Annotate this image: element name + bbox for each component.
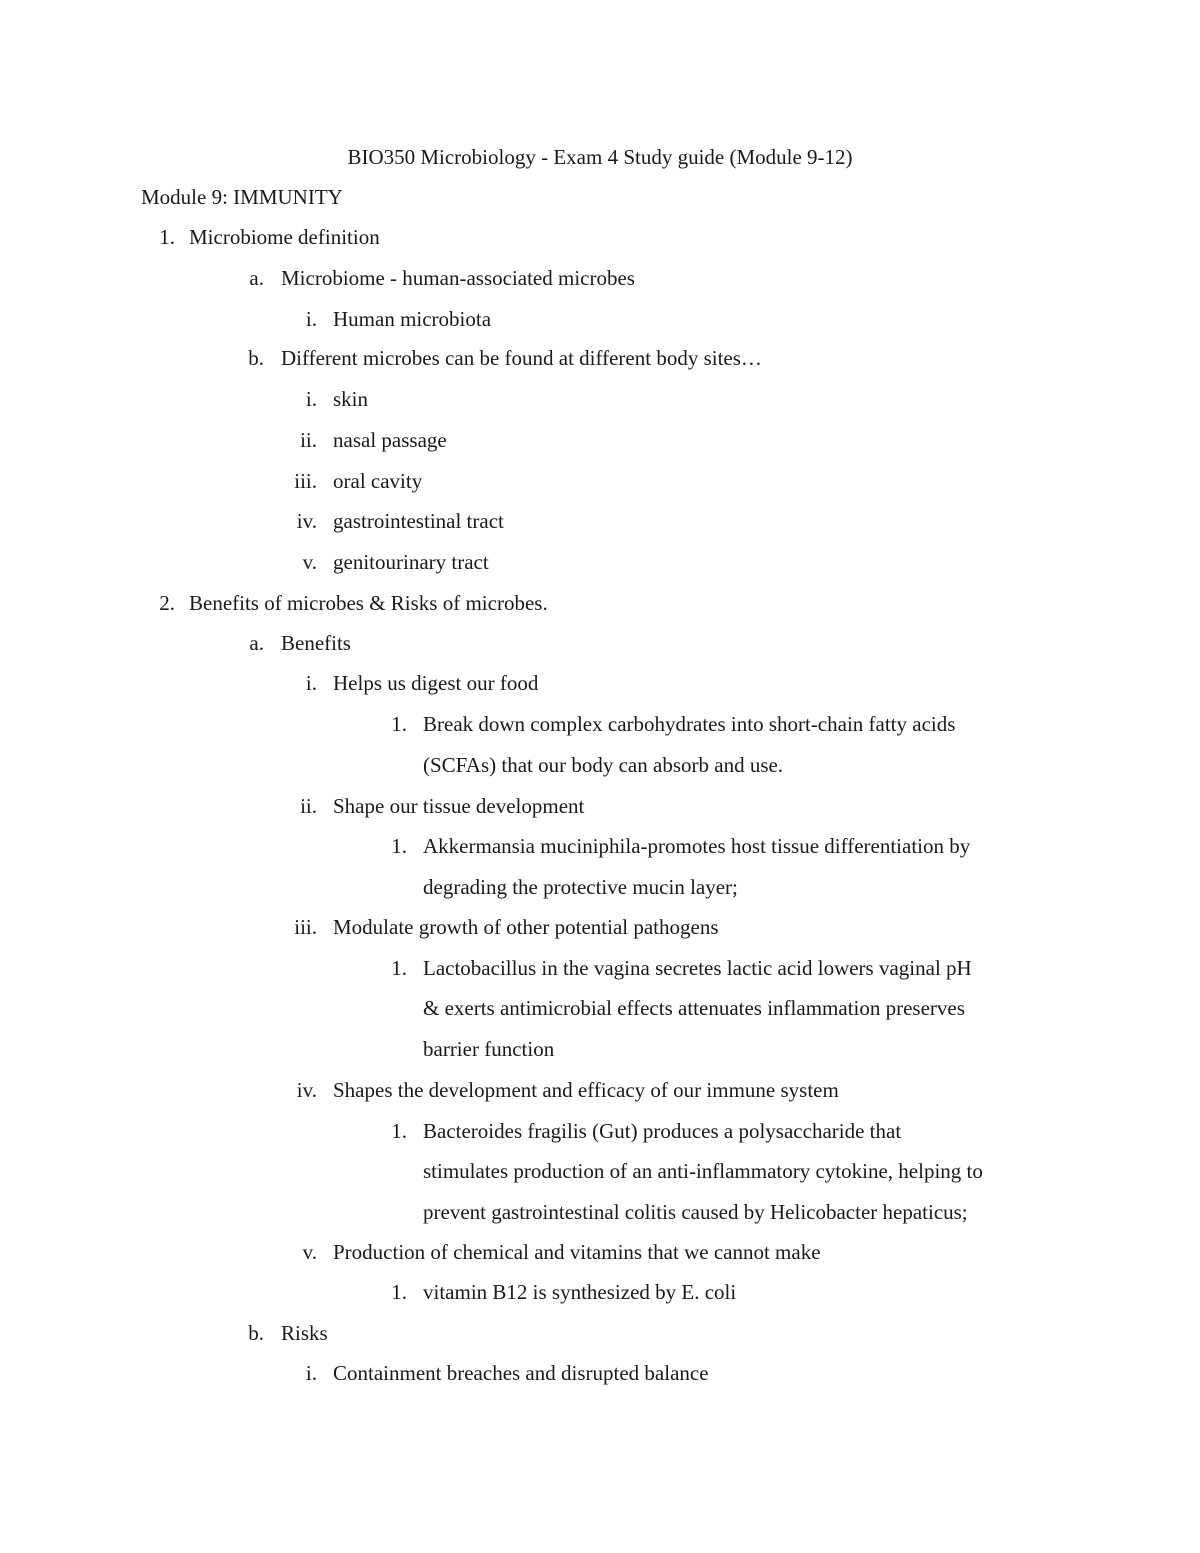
list-marker: 1. [391, 712, 407, 736]
list-item-text: nasal passage [333, 428, 447, 452]
list-marker: i. [305, 387, 317, 411]
list-item-text: genitourinary tract [333, 550, 489, 574]
list-item-text: Risks [281, 1321, 328, 1345]
list-item-text: Benefits of microbes & Risks of microbes. [189, 591, 548, 615]
list-item-text: prevent gastrointestinal colitis caused by Helicobacter hepaticus; [423, 1200, 968, 1224]
list-marker: iii. [294, 915, 317, 939]
list-item-text: Lactobacillus in the vagina secretes lactic acid lowers vaginal pH [423, 956, 972, 980]
module-heading: Module 9: IMMUNITY [141, 185, 343, 209]
list-marker: a. [249, 266, 264, 290]
list-item-text: Production of chemical and vitamins that we cannot make [333, 1240, 821, 1264]
list-item-text: Bacteroides fragilis (Gut) produces a polysaccharide that [423, 1119, 902, 1143]
list-marker: iii. [294, 469, 317, 493]
list-item-text: Human microbiota [333, 307, 492, 331]
list-item-text: Shapes the development and efficacy of our immune system [333, 1078, 839, 1102]
list-marker: 1. [391, 1119, 407, 1143]
list-marker: v. [302, 1240, 317, 1264]
list-item-text: degrading the protective mucin layer; [423, 875, 738, 899]
list-marker: iv. [296, 1078, 317, 1102]
list-marker: iv. [296, 509, 317, 533]
list-item-text: Modulate growth of other potential pathogens [333, 915, 719, 939]
list-item-text: Helps us digest our food [333, 671, 539, 695]
list-marker: ii. [300, 794, 317, 818]
list-item-text: oral cavity [333, 469, 423, 493]
list-marker: v. [302, 550, 317, 574]
list-marker: a. [249, 631, 264, 655]
list-item-text: Microbiome - human-associated microbes [281, 266, 635, 290]
list-item-text: Shape our tissue development [333, 794, 585, 818]
list-marker: 2. [159, 591, 175, 615]
list-item-text: & exerts antimicrobial effects attenuates inflammation preserves [423, 996, 965, 1020]
list-item-text: Break down complex carbohydrates into short-chain fatty acids [423, 712, 956, 736]
list-item-text: barrier function [423, 1037, 555, 1061]
list-marker: 1. [159, 225, 175, 249]
list-marker: 1. [391, 1280, 407, 1304]
list-marker: i. [305, 1361, 317, 1385]
list-marker: ii. [300, 428, 317, 452]
list-marker: i. [305, 307, 317, 331]
list-item-text: skin [333, 387, 369, 411]
list-item-text: Containment breaches and disrupted balance [333, 1361, 709, 1385]
list-item-text: Benefits [281, 631, 351, 655]
list-item-text: Akkermansia muciniphila-promotes host tissue differentiation by [423, 834, 971, 858]
list-marker: 1. [391, 956, 407, 980]
list-marker: b. [248, 1321, 264, 1345]
list-item-text: vitamin B12 is synthesized by E. coli [423, 1280, 737, 1304]
list-item-text: (SCFAs) that our body can absorb and use. [423, 753, 784, 777]
list-item-text: stimulates production of an anti-inflammatory cytokine, helping to [423, 1159, 983, 1183]
list-marker: i. [305, 671, 317, 695]
document-title: BIO350 Microbiology - Exam 4 Study guide (Module 9-12) [347, 145, 853, 169]
list-item-text: Different microbes can be found at different body sites… [281, 346, 762, 370]
list-item-text: Microbiome definition [189, 225, 380, 249]
list-item-text: gastrointestinal tract [333, 509, 504, 533]
list-marker: b. [248, 346, 264, 370]
list-marker: 1. [391, 834, 407, 858]
